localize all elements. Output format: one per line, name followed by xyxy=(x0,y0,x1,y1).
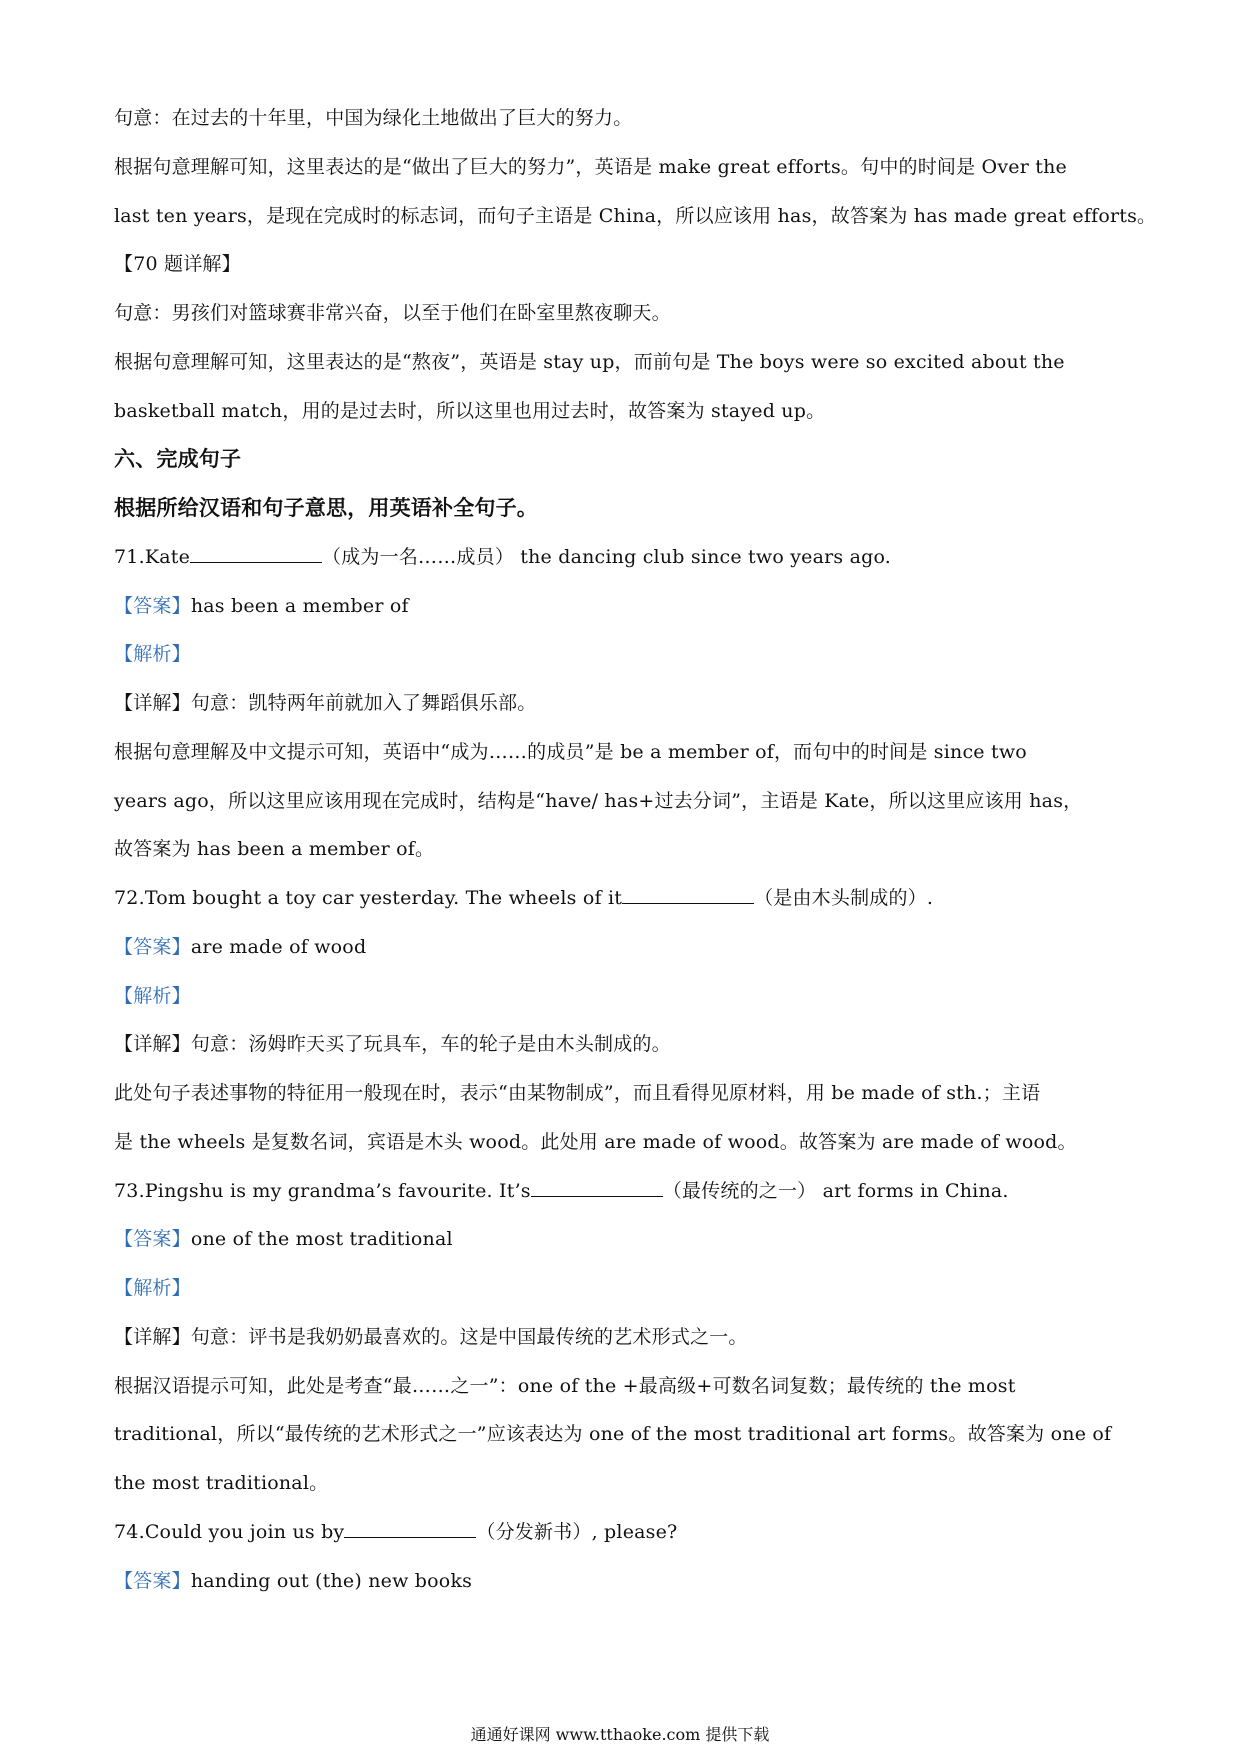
paragraph-line: 根据句意理解及中文提示可知，英语中“成为……的成员”是 be a member of，而句中的时间是 since two xyxy=(114,741,1027,763)
answer-tag: 【答案】 xyxy=(114,1570,191,1592)
detail-line xyxy=(114,1031,1144,1057)
answer-text: are made of wood xyxy=(190,936,367,958)
answer-blank xyxy=(344,1519,476,1538)
answer-tag: 【答案】 xyxy=(114,595,191,617)
paragraph-line: 句意：在过去的十年里，中国为绿化土地做出了巨大的努力。 xyxy=(114,107,633,129)
detail-text: 句意：凯特两年前就加入了舞蹈俱乐部。 xyxy=(190,692,537,714)
question-text: 73.Pingshu is my grandma’s favourite. It’s xyxy=(114,1180,531,1202)
detail-line xyxy=(114,690,1144,716)
answer-tag: 【答案】 xyxy=(114,1228,191,1250)
analysis-label: 【解析】 xyxy=(114,643,191,665)
paragraph-line: years ago，所以这里应该用现在完成时，结构是“have/ has+过去分词”，主语是 Kate，所以这里应该用 has， xyxy=(114,790,1083,812)
analysis-label: 【解析】 xyxy=(114,985,191,1007)
paragraph-line: 根据句意理解可知，这里表达的是“做出了巨大的努力”，英语是 make great efforts。句中的时间是 Over the xyxy=(114,156,1067,178)
analysis-tag xyxy=(114,1275,1144,1301)
answer-blank xyxy=(622,885,754,904)
detail-tag: 【详解】 xyxy=(114,1033,191,1055)
section-instruction: 根据所给汉语和句子意思，用英语补全句子。 xyxy=(114,495,538,520)
question-text: （分发新书）, please? xyxy=(476,1521,678,1543)
question-text: 71.Kate xyxy=(114,546,191,568)
paragraph-line: 故答案为 has been a member of。 xyxy=(114,838,435,860)
answer-text: handing out (the) new books xyxy=(190,1570,473,1592)
paragraph-line: 此处句子表述事物的特征用一般现在时，表示“由某物制成”，而且看得见原材料，用 be made of sth.；主语 xyxy=(114,1082,1041,1104)
analysis-label: 【解析】 xyxy=(114,1277,191,1299)
document-page xyxy=(114,0,1157,1754)
analysis-tag xyxy=(114,983,1144,1009)
paragraph-line: the most traditional。 xyxy=(114,1472,329,1494)
question-71 xyxy=(114,544,1144,570)
answer-blank xyxy=(531,1178,663,1197)
question-74 xyxy=(114,1519,1144,1545)
detail-text: 句意：汤姆昨天买了玩具车，车的轮子是由木头制成的。 xyxy=(190,1033,671,1055)
answer-line xyxy=(114,1226,1144,1252)
answer-text: one of the most traditional xyxy=(190,1228,453,1250)
question-text: 74.Could you join us by xyxy=(114,1521,345,1543)
question-72 xyxy=(114,885,1144,911)
answer-text: has been a member of xyxy=(190,595,409,617)
paragraph-line: basketball match，用的是过去时，所以这里也用过去时，故答案为 stayed up。 xyxy=(114,400,826,422)
answer-line xyxy=(114,1568,1144,1594)
question-text: （是由木头制成的）. xyxy=(754,887,934,909)
question-73 xyxy=(114,1178,1144,1204)
paragraph-line: traditional，所以“最传统的艺术形式之一”应该表达为 one of the most traditional art forms。故答案为 one of xyxy=(114,1423,1112,1445)
detail-tag: 【详解】 xyxy=(114,1326,191,1348)
question-detail-heading: 【70 题详解】 xyxy=(114,253,241,275)
analysis-tag xyxy=(114,641,1144,667)
detail-line xyxy=(114,1324,1144,1350)
answer-line xyxy=(114,934,1144,960)
paragraph-line: 根据句意理解可知，这里表达的是“熬夜”，英语是 stay up，而前句是 The boys were so excited about the xyxy=(114,351,1065,373)
detail-tag: 【详解】 xyxy=(114,692,191,714)
detail-text: 句意：评书是我奶奶最喜欢的。这是中国最传统的艺术形式之一。 xyxy=(190,1326,748,1348)
question-text: （成为一名……成员） the dancing club since two years ago. xyxy=(322,546,892,568)
question-text: （最传统的之一） art forms in China. xyxy=(662,1180,1009,1202)
paragraph-line: 是 the wheels 是复数名词，宾语是木头 wood。此处用 are made of wood。故答案为 are made of wood。 xyxy=(114,1131,1077,1153)
paragraph-line: 根据汉语提示可知，此处是考查“最……之一”：one of the +最高级+可数名词复数；最传统的 the most xyxy=(114,1375,1016,1397)
answer-blank xyxy=(190,544,322,563)
page-footer: 通通好课网 www.tthaoke.com 提供下载 xyxy=(470,1725,770,1744)
question-text: 72.Tom bought a toy car yesterday. The wheels of it xyxy=(114,887,623,909)
paragraph-line: 句意：男孩们对篮球赛非常兴奋，以至于他们在卧室里熬夜聊天。 xyxy=(114,302,671,324)
paragraph-line: last ten years，是现在完成时的标志词，而句子主语是 China，所以应该用 has，故答案为 has made great efforts。 xyxy=(114,205,1157,227)
answer-tag: 【答案】 xyxy=(114,936,191,958)
answer-line xyxy=(114,593,1144,619)
section-title: 六、完成句子 xyxy=(114,446,242,471)
